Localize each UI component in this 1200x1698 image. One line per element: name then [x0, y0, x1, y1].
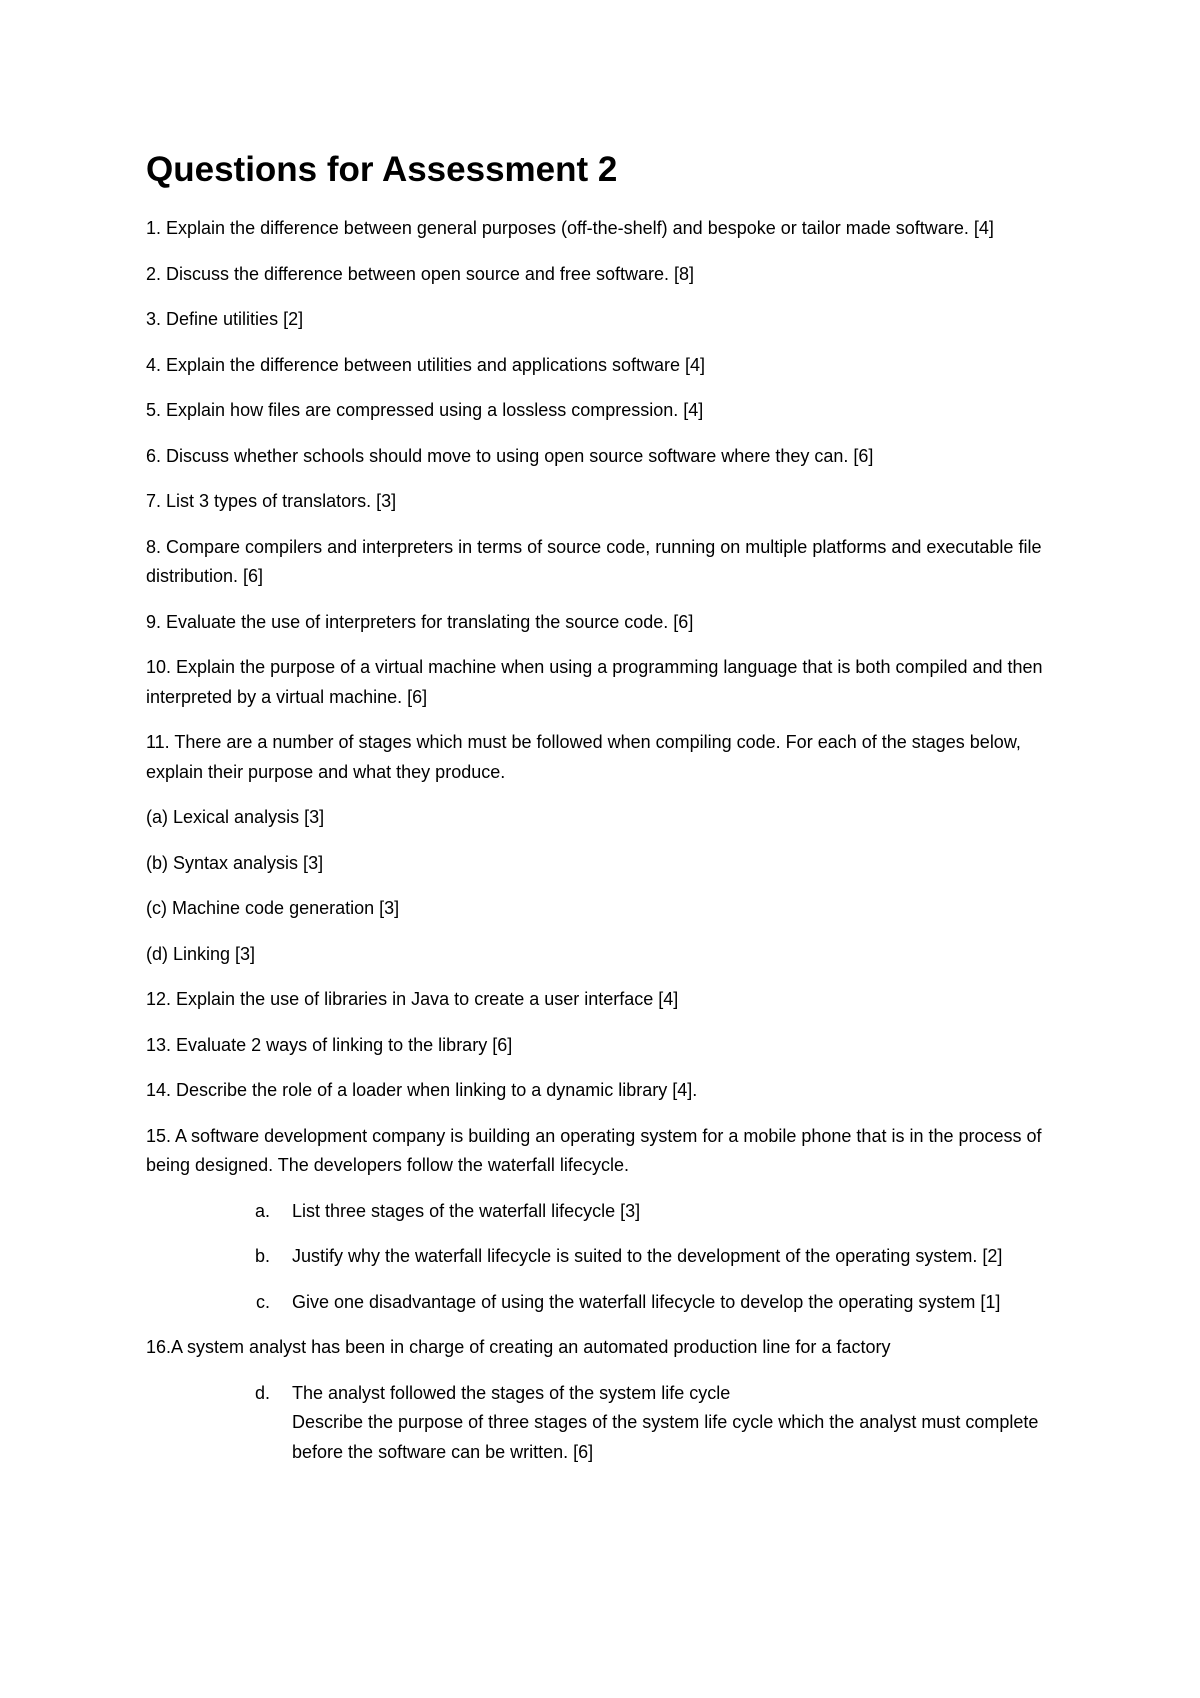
question-3	[146, 305, 1066, 335]
question-15	[146, 1122, 1066, 1181]
question-text: Explain the difference between general purposes (off-the-shelf) and bespoke or tailor made software. [4]	[161, 218, 994, 238]
question-16-subparts	[146, 1379, 1066, 1468]
question-number: (d)	[146, 943, 168, 964]
question-2	[146, 260, 1066, 290]
question-number: 8.	[146, 536, 162, 557]
question-text: Explain the difference between utilities and applications software [4]	[161, 354, 706, 375]
question-number: (b)	[146, 852, 168, 873]
sub-line: The analyst followed the stages of the system life cycle	[292, 1382, 731, 1403]
question-text: Describe the role of a loader when linking to a dynamic library [4].	[171, 1080, 698, 1100]
question-1	[146, 214, 1066, 244]
question-11a	[146, 803, 1066, 833]
question-text: A system analyst has been in charge of creating an automated production line for a factory	[171, 1337, 891, 1357]
question-13	[146, 1031, 1066, 1061]
question-number: 14.	[146, 1080, 172, 1100]
question-text: Explain the use of libraries in Java to create a user interface [4]	[171, 989, 679, 1009]
question-number: 3.	[146, 309, 162, 329]
sub-text: Give one disadvantage of using the waterfall lifecycle to develop the operating system [1]	[292, 1291, 1001, 1312]
question-9	[146, 608, 1066, 638]
question-16	[146, 1333, 1066, 1363]
question-number: 15.	[146, 1125, 172, 1146]
question-number: 6.	[146, 445, 162, 466]
question-number: 12.	[146, 989, 172, 1009]
question-11d	[146, 940, 1066, 970]
question-text: Discuss whether schools should move to using open source software where they can. [6]	[161, 445, 874, 466]
sub-text: List three stages of the waterfall lifecycle [3]	[292, 1200, 641, 1221]
question-7	[146, 487, 1066, 517]
question-10	[146, 653, 1066, 712]
question-number: 10.	[146, 657, 172, 677]
question-15-subparts	[146, 1197, 1066, 1318]
page-title: Questions for Assessment 2	[146, 150, 618, 189]
question-text: Discuss the difference between open source and free software. [8]	[161, 263, 694, 284]
question-text: Explain how files are compressed using a lossless compression. [4]	[161, 400, 704, 420]
question-text: A software development company is building an operating system for a mobile phone that is in the process of being designed. The developers follow the waterfall lifecycle.	[146, 1125, 1042, 1175]
sub-letter: d.	[254, 1382, 270, 1403]
list-item	[146, 1288, 1066, 1318]
question-6	[146, 442, 1066, 472]
question-number: 7.	[146, 491, 162, 511]
question-number: 5.	[146, 400, 162, 420]
question-text: Linking [3]	[168, 943, 256, 964]
sub-letter: a.	[254, 1200, 270, 1221]
question-12	[146, 985, 1066, 1015]
question-number: (a)	[146, 807, 168, 827]
question-number: 11.	[146, 732, 170, 752]
question-number: (c)	[146, 898, 167, 918]
question-text: Lexical analysis [3]	[168, 807, 325, 827]
question-number: 13.	[146, 1034, 172, 1055]
question-14	[146, 1076, 1066, 1106]
question-5	[146, 396, 1066, 426]
sub-letter: b.	[254, 1246, 270, 1266]
list-item	[146, 1379, 1066, 1468]
question-11c	[146, 894, 1066, 924]
list-item	[146, 1197, 1066, 1227]
question-text: Compare compilers and interpreters in terms of source code, running on multiple platforms and executable file distribution. [6]	[146, 536, 1042, 586]
sub-text	[292, 1379, 1066, 1468]
question-text: Syntax analysis [3]	[168, 852, 324, 873]
question-text: Evaluate the use of interpreters for translating the source code. [6]	[161, 611, 694, 632]
question-text: Explain the purpose of a virtual machine when using a programming language that is both compiled and then interpreted by a virtual machine. [6]	[146, 657, 1043, 707]
question-text: Machine code generation [3]	[167, 898, 400, 918]
question-number: 1.	[146, 218, 162, 238]
question-number: 4.	[146, 354, 162, 375]
question-number: 16.	[146, 1337, 172, 1357]
question-list	[146, 214, 1066, 1467]
question-11	[146, 728, 1066, 787]
question-number: 2.	[146, 263, 162, 284]
question-text: There are a number of stages which must be followed when compiling code. For each of the stages below, explain their purpose and what they produce.	[146, 732, 1021, 782]
list-item	[146, 1242, 1066, 1272]
question-number: 9.	[146, 611, 162, 632]
question-text: Define utilities [2]	[161, 309, 304, 329]
question-text: Evaluate 2 ways of linking to the library [6]	[171, 1034, 513, 1055]
question-4	[146, 351, 1066, 381]
sub-line: Describe the purpose of three stages of the system life cycle which the analyst must complete before the software can be written. [6]	[292, 1412, 1039, 1462]
question-text: List 3 types of translators. [3]	[161, 491, 397, 511]
question-8	[146, 533, 1066, 592]
sub-letter: c.	[255, 1291, 270, 1312]
sub-text: Justify why the waterfall lifecycle is suited to the development of the operating system. [2]	[292, 1246, 1003, 1266]
question-11b	[146, 849, 1066, 879]
